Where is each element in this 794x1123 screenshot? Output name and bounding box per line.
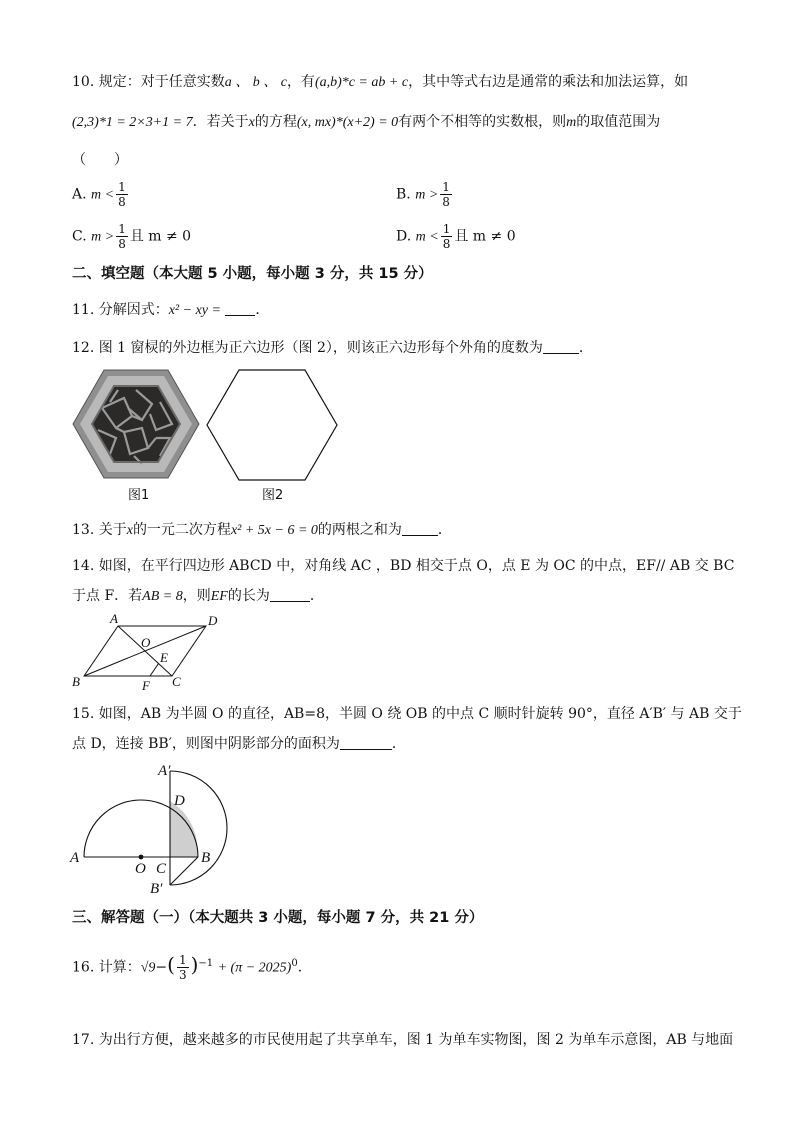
label-a: A — [70, 850, 80, 866]
q11-answer-blank[interactable] — [225, 301, 255, 316]
q10-line1: 10. 规定：对于任意实数a 、 b 、 c，有(a,b)*c = ab + c，其中等式右边是通常的乘法和加法运算，如 — [72, 74, 689, 90]
label-e: E — [160, 650, 168, 665]
q13: 13. 关于x的一元二次方程x² + 5x − 6 = 0的两根之和为 ． — [72, 522, 452, 538]
label-o: O — [135, 861, 146, 877]
q14-line2: 于点 F．若AB = 8，则EF的长为 ． — [72, 588, 324, 604]
q12: 12. 图 1 窗棂的外边框为正六边形（图 2），则该正六边形每个外角的度数为 ． — [72, 340, 593, 356]
semicircle-rotation-figure — [64, 756, 244, 904]
q10-option-a[interactable]: A. m < $\frac{1}{8}$ — [72, 180, 126, 209]
q16: 16. 计算：√9−( $\frac{1}{3}$ )$^{-1} + (\pi - 2025)^0$． — [72, 952, 312, 983]
label-b: B — [201, 850, 211, 866]
q13-answer-blank[interactable] — [402, 521, 438, 536]
q10-paren: （ ） — [72, 152, 128, 168]
segment-ef — [150, 664, 159, 677]
section-3-heading: 三、解答题（一）（本大题共 3 小题，每小题 7 分，共 21 分） — [72, 910, 484, 926]
q11: 11. 分解因式：x² − xy = ． — [72, 302, 270, 318]
center-o-dot — [139, 855, 144, 860]
diagonal-bd — [84, 626, 206, 676]
hexagon-figure — [206, 368, 338, 482]
label-c: C — [156, 861, 167, 877]
q14-answer-blank[interactable] — [270, 587, 310, 602]
label-b: B — [72, 674, 80, 689]
q12-answer-blank[interactable] — [543, 339, 579, 354]
label-f: F — [142, 678, 150, 693]
q15-answer-blank[interactable] — [340, 735, 392, 750]
section-2-heading: 二、填空题（本大题 5 小题，每小题 3 分，共 15 分） — [72, 266, 433, 282]
parallelogram-figure — [64, 612, 234, 694]
label-b-prime: B′ — [150, 881, 163, 897]
q15-line1: 15. 如图，AB 为半圆 O 的直径，AB=8，半圆 O 绕 OB 的中点 C 顺时针旋转 90°，直径 A′B′ 与 AB 交于 — [72, 706, 742, 722]
label-d: D — [174, 793, 185, 809]
label-o: O — [141, 635, 151, 650]
q10-option-c[interactable]: C. m > $\frac{1}{8}$ 且 m ≠ 0 — [72, 222, 192, 251]
q10-line2: (2,3)*1 = 2×3+1 = 7．若关于x的方程(x, mx)*(x+2) = 0有两个不相等的实数根，则m的取值范围为 — [72, 114, 661, 130]
q10-option-d[interactable]: D. m < $\frac{1}{8}$ 且 m ≠ 0 — [396, 222, 516, 251]
label-a: A — [110, 612, 118, 626]
label-d: D — [208, 613, 218, 628]
window-lattice-photo — [72, 368, 200, 480]
q10-option-b[interactable]: B. m > $\frac{1}{8}$ — [396, 180, 450, 209]
label-c: C — [172, 674, 181, 689]
label-a-prime: A′ — [158, 763, 171, 779]
figure-1-caption: 图1 — [128, 488, 150, 503]
q14-line1: 14. 如图，在平行四边形 ABCD 中，对角线 AC ，BD 相交于点 O，点 E 为 OC 的中点，EF// AB 交 BC — [72, 558, 735, 574]
q17: 17. 为出行方便，越来越多的市民使用起了共享单车，图 1 为单车实物图，图 2 为单车示意图，AB 与地面 — [72, 1032, 734, 1048]
shaded-region — [170, 801, 197, 857]
segment-bb-prime — [170, 857, 198, 885]
q15-line2: 点 D，连接 BB′，则图中阴影部分的面积为 ． — [72, 736, 406, 752]
figure-2-caption: 图2 — [262, 488, 284, 503]
